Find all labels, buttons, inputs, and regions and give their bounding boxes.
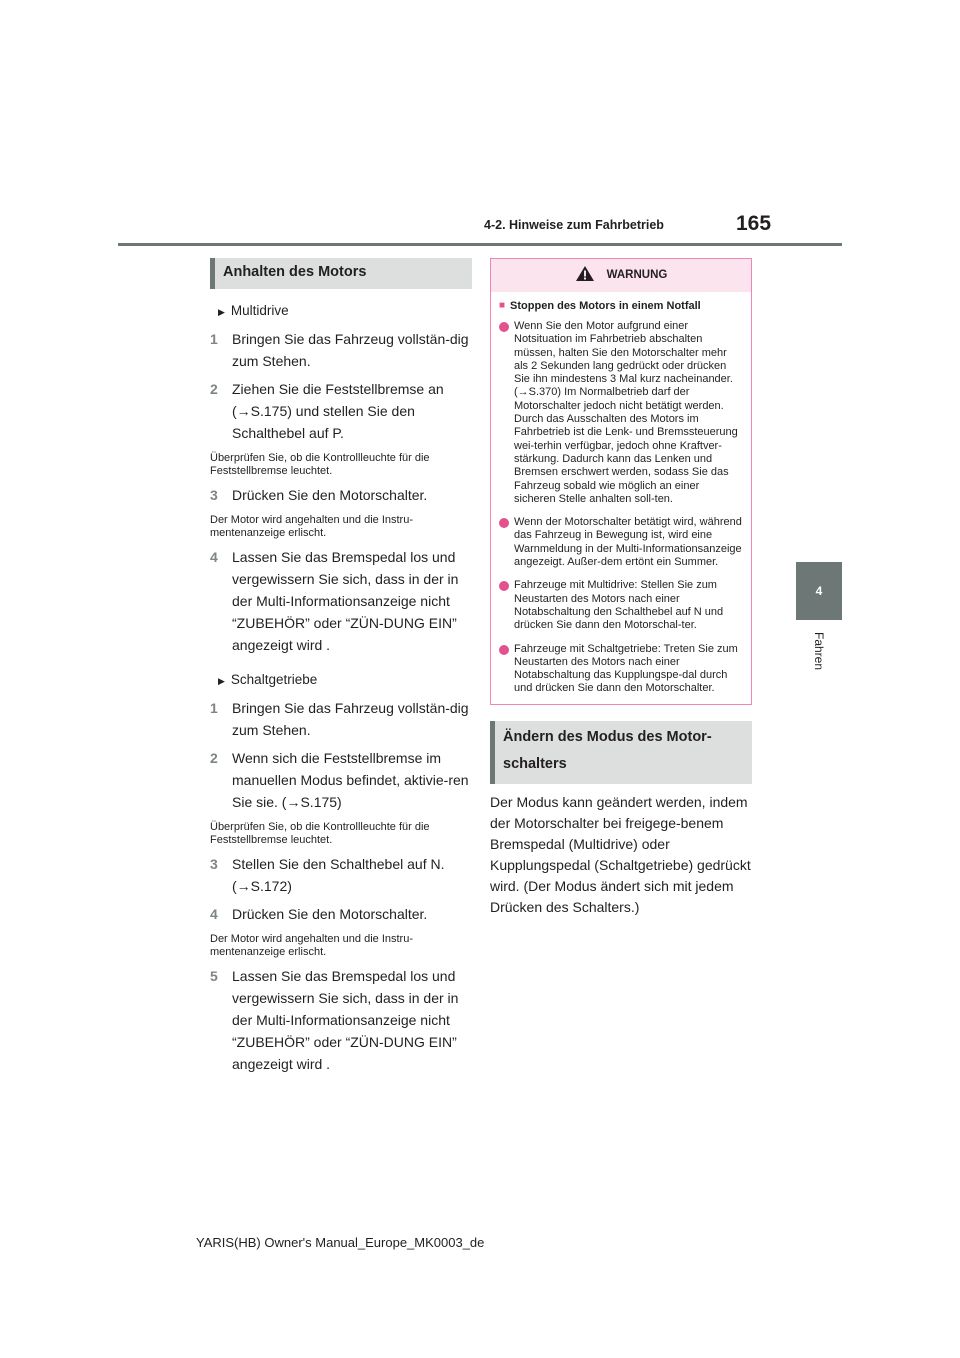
step-item xyxy=(210,378,472,444)
step-item xyxy=(210,965,472,1075)
step-number: 2 xyxy=(210,381,218,397)
step-text: Drücken Sie den Motorschalter. xyxy=(232,487,428,503)
change-mode-body: Der Modus kann geändert werden, indem der Motorschalter bei freigege-benem Bremspedal (Multidrive) oder Kupplungspedal (Schaltgetriebe) gedrückt wird. (Der Modus ändert sich mit jedem Drücken des Schalters.) xyxy=(490,793,751,915)
step-text: Drücken Sie den Motorschalter. xyxy=(232,906,428,922)
warning-bullet xyxy=(491,633,751,696)
warning-bullet-text: Fahrzeuge mit Schaltgetriebe: Treten Sie zum Neustarten des Motors nach einer Notabschaltung das Kupplungspe-dal durch und drücken Sie dann den Motorschalter. xyxy=(514,642,738,695)
variant-label-text: Multidrive xyxy=(230,303,289,318)
stop-engine-steps xyxy=(210,301,472,1075)
step-item xyxy=(210,328,472,372)
warning-title: WARNUNG xyxy=(606,269,668,282)
warning-bullet xyxy=(491,314,751,506)
warning-box xyxy=(490,258,752,705)
step-item xyxy=(210,484,472,506)
chapter-tab: 4 xyxy=(796,562,842,620)
triangle-bullet-icon: ▶ xyxy=(218,307,225,317)
section-heading-stop-engine: Anhalten des Motors xyxy=(210,258,472,289)
warning-bullet xyxy=(491,506,751,569)
square-bullet-icon: ■ xyxy=(499,300,506,311)
warning-header xyxy=(491,259,751,292)
section-reference: 4-2. Hinweise zum Fahrbetrieb xyxy=(484,218,664,232)
footer-manual-id: YARIS(HB) Owner's Manual_Europe_MK0003_de xyxy=(196,1235,485,1250)
warning-triangle-icon xyxy=(575,265,595,285)
step-number: 4 xyxy=(210,549,218,565)
circle-bullet-icon xyxy=(499,581,509,591)
variant-label xyxy=(210,670,472,691)
warning-bullet-text: Fahrzeuge mit Multidrive: Stellen Sie zum Neustarten des Motors nach einer Notabschaltung den Schalthebel auf N und drücken Sie dann den Motorschal-ter. xyxy=(514,579,724,632)
step-item xyxy=(210,747,472,813)
step-number: 1 xyxy=(210,700,218,716)
step-text: Lassen Sie das Bremspedal los und vergewissern Sie sich, dass in der in der Multi-Informationsanzeige nicht “ZUBEHÖR” oder “ZÜN-DUNG EIN” angezeigt wird . xyxy=(232,968,459,1072)
step-text: Bringen Sie das Fahrzeug vollstän-dig zum Stehen. xyxy=(232,700,469,738)
right-column xyxy=(490,258,752,918)
warning-subtitle-text: Stoppen des Motors in einem Notfall xyxy=(510,300,701,312)
step-number: 4 xyxy=(210,906,218,922)
step-text: Lassen Sie das Bremspedal los und vergewissern Sie sich, dass in der in der Multi-Informationsanzeige nicht “ZUBEHÖR” oder “ZÜN-DUNG EIN” angezeigt wird . xyxy=(232,549,459,653)
warning-subtitle xyxy=(491,292,751,314)
page-number: 165 xyxy=(736,212,772,235)
step-number: 3 xyxy=(210,487,218,503)
triangle-bullet-icon: ▶ xyxy=(218,676,225,686)
left-column xyxy=(210,258,472,1075)
step-note: Überprüfen Sie, ob die Kontrollleuchte für die Feststellbremse leuchtet. xyxy=(210,452,430,477)
warning-bullet xyxy=(491,569,751,632)
warning-bullets xyxy=(491,314,751,696)
step-number: 2 xyxy=(210,750,218,766)
variant-label-text: Schaltgetriebe xyxy=(230,672,318,687)
circle-bullet-icon xyxy=(499,322,509,332)
variant-label xyxy=(210,301,472,322)
chapter-label: Fahren xyxy=(812,632,826,671)
step-note: Überprüfen Sie, ob die Kontrollleuchte für die Feststellbremse leuchtet. xyxy=(210,821,430,846)
warning-bullet-text: Wenn Sie den Motor aufgrund einer Notsituation im Fahrbetrieb abschalten müssen, halten Sie den Motorschalter mehr als 2 Sekunden lang gedrückt oder drücken Sie ihn mindestens 3 Mal kurz nacheinander. (→S.370) Im Normalbetrieb darf der Motorschalter jedoch nicht betätigt werden. Durch das Ausschalten des Motors im Fahrbetrieb ist die Lenk- und Bremssteuerung wei-terhin verfügbar, jedoch ohne Kraftver-stärkung. Dadurch kann das Lenken und Bremsen erschwert werden, sodass Sie das Fahrzeug sobald wie möglich an einer sicheren Stelle anhalten soll-ten. xyxy=(514,320,738,505)
circle-bullet-icon xyxy=(499,645,509,655)
warning-bullet-text: Wenn der Motorschalter betätigt wird, während das Fahrzeug in Bewegung ist, wird eine Warnmeldung in der Multi-Informationsanzeige angezeigt. Außer-dem ertönt ein Summer. xyxy=(514,516,742,569)
step-note: Der Motor wird angehalten und die Instru-mentenanzeige erlischt. xyxy=(210,514,413,539)
step-text: Wenn sich die Feststellbremse im manuellen Modus befindet, aktivie-ren Sie sie. (→S.175) xyxy=(232,750,469,810)
step-number: 5 xyxy=(210,968,218,984)
step-item xyxy=(210,903,472,925)
step-text: Ziehen Sie die Feststellbremse an (→S.175) und stellen Sie den Schalthebel auf P. xyxy=(232,381,444,441)
step-text: Stellen Sie den Schalthebel auf N. (→S.172) xyxy=(232,856,445,894)
section-heading-change-mode: Ändern des Modus des Motor-schalters xyxy=(490,721,752,784)
step-number: 1 xyxy=(210,331,218,347)
step-item xyxy=(210,853,472,897)
step-text: Bringen Sie das Fahrzeug vollstän-dig zum Stehen. xyxy=(232,331,469,369)
step-item xyxy=(210,697,472,741)
circle-bullet-icon xyxy=(499,518,509,528)
step-item xyxy=(210,546,472,656)
header-rule xyxy=(118,243,842,246)
step-note: Der Motor wird angehalten und die Instru-mentenanzeige erlischt. xyxy=(210,933,413,958)
step-number: 3 xyxy=(210,856,218,872)
